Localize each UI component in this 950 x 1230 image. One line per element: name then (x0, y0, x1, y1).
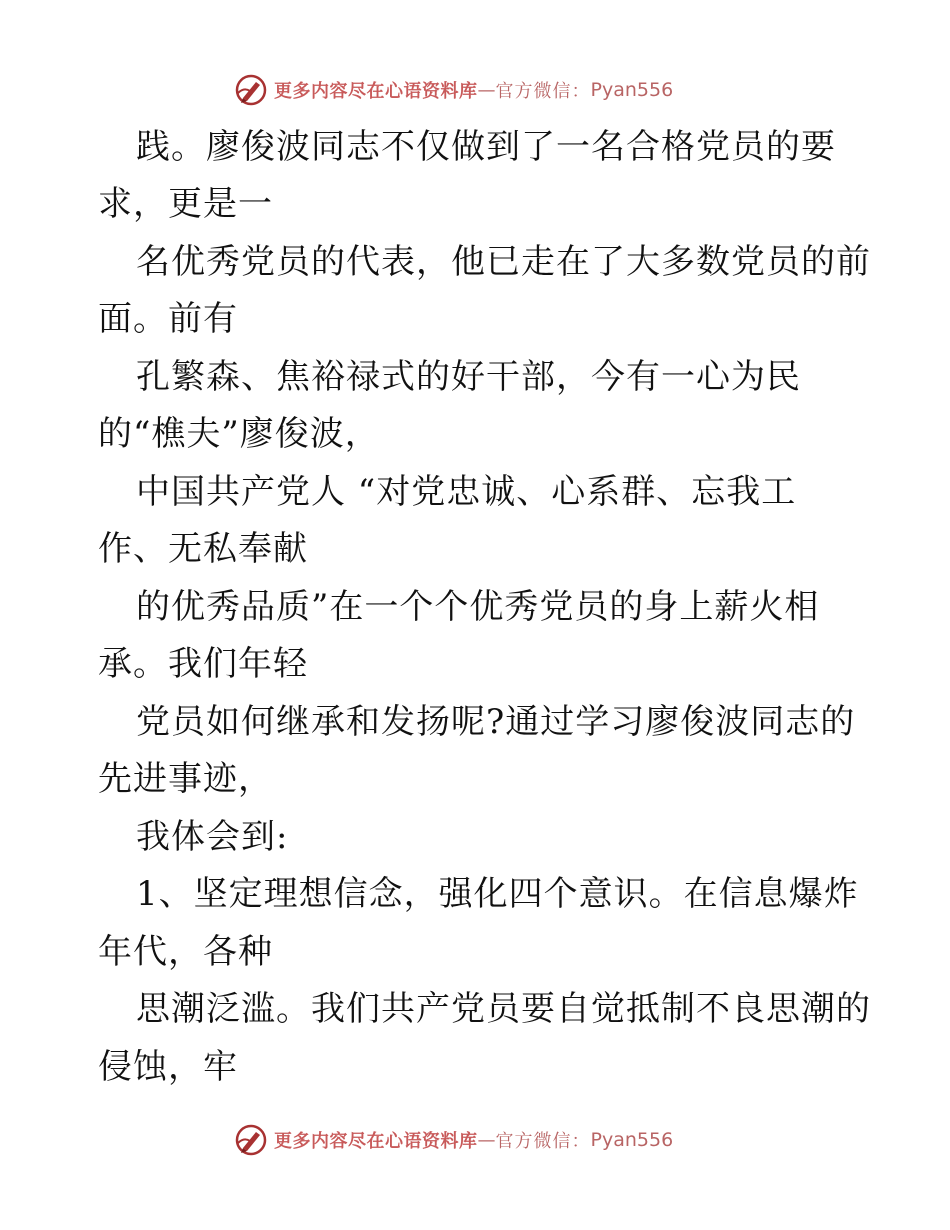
footer-wechat-label: 官方微信： (495, 1131, 591, 1152)
body-line: 求，更是一 (98, 184, 273, 224)
header-wechat-label: 官方微信： (495, 81, 591, 102)
body-line: 党员如何继承和发扬呢?通过学习廖俊波同志的 (136, 702, 856, 742)
body-line: 孔繁森、焦裕禄式的好干部，今有一心为民 (136, 357, 801, 397)
header-site-name: 更多内容尽在心语资料库 (274, 81, 478, 102)
body-line: 年代，各种 (98, 932, 273, 972)
header-wechat-id: Pyan556 (590, 79, 674, 101)
footer-separator: — (477, 1129, 496, 1151)
body-line: 先进事迹， (98, 759, 273, 799)
footer-banner (234, 1122, 673, 1158)
body-line: 的“樵夫”廖俊波， (98, 414, 380, 454)
header-banner (234, 72, 673, 108)
body-line: 践。廖俊波同志不仅做到了一名合格党员的要 (136, 127, 836, 167)
footer-site-name: 更多内容尽在心语资料库 (274, 1131, 478, 1152)
body-line: 承。我们年轻 (98, 644, 308, 684)
body-line: 面。前有 (98, 299, 238, 339)
footer-wechat-id: Pyan556 (590, 1129, 674, 1151)
body-line: 作、无私奉献 (98, 529, 308, 569)
body-line: 侵蚀，牢 (98, 1047, 238, 1087)
header-separator: — (477, 79, 496, 101)
body-line: 中国共产党人 “对党忠诚、心系群、忘我工 (136, 472, 797, 512)
body-line: 思潮泛滥。我们共产党员要自觉抵制不良思潮的 (136, 989, 871, 1029)
body-line: 名优秀党员的代表，他已走在了大多数党员的前 (136, 242, 871, 282)
body-line: 我体会到: (136, 817, 289, 857)
pen-logo-icon (234, 1123, 268, 1157)
body-line: 的优秀品质”在一个个优秀党员的身上薪火相 (136, 587, 820, 627)
pen-logo-icon (234, 73, 268, 107)
body-line: 1、坚定理想信念，强化四个意识。在信息爆炸 (136, 874, 859, 914)
